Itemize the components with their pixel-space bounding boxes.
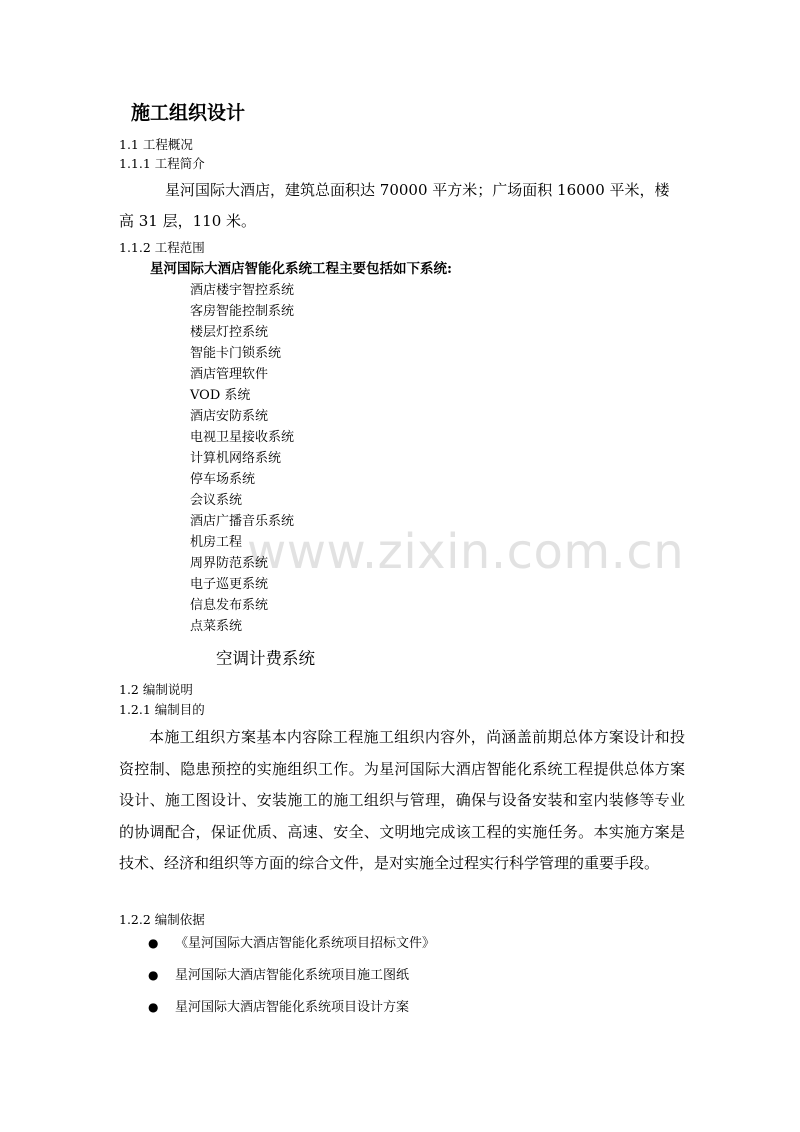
watermark: www.zixin.com.cn — [247, 524, 685, 580]
document-title: 施工组织设计 — [131, 102, 246, 124]
system-item: VOD 系统 — [190, 388, 251, 403]
bullet-icon: ● — [148, 968, 159, 982]
system-item: 机房工程 — [190, 535, 243, 550]
system-item: 会议系统 — [190, 493, 243, 508]
section-1-2-heading: 1.2 编制说明 — [119, 682, 193, 697]
system-item: 停车场系统 — [190, 472, 256, 487]
system-item: 电子巡更系统 — [190, 577, 269, 592]
system-item: 周界防范系统 — [190, 556, 269, 571]
intro-line-1: 星河国际大酒店，建筑总面积达 70000 平方米；广场面积 16000 平米，楼 — [165, 181, 670, 199]
system-item: 电视卫星接收系统 — [190, 430, 295, 445]
system-item: 酒店广播音乐系统 — [190, 514, 295, 529]
intro-line-2: 高 31 层，110 米。 — [119, 212, 257, 230]
bullet-icon: ● — [148, 1000, 159, 1014]
section-1-1-heading: 1.1 工程概况 — [119, 137, 193, 152]
system-item: 酒店楼宇智控系统 — [190, 283, 295, 298]
basis-item: 《星河国际大酒店智能化系统项目招标文件》 — [175, 936, 436, 951]
system-item: 酒店安防系统 — [190, 409, 269, 424]
basis-item: 星河国际大酒店智能化系统项目设计方案 — [175, 1000, 410, 1015]
system-item: 客房智能控制系统 — [190, 304, 295, 319]
bullet-icon: ● — [148, 936, 159, 950]
section-1-2-1-heading: 1.2.1 编制目的 — [119, 702, 205, 717]
system-item: 智能卡门锁系统 — [190, 346, 282, 361]
section-1-1-2-heading: 1.1.2 工程范围 — [119, 240, 205, 255]
basis-item: 星河国际大酒店智能化系统项目施工图纸 — [175, 968, 410, 983]
system-item: 信息发布系统 — [190, 598, 269, 613]
system-item: 计算机网络系统 — [190, 451, 282, 466]
system-item-last: 空调计费系统 — [216, 649, 315, 668]
scope-lead: 星河国际大酒店智能化系统工程主要包括如下系统: — [150, 261, 452, 277]
system-item: 楼层灯控系统 — [190, 325, 269, 340]
section-1-1-1-heading: 1.1.1 工程简介 — [119, 156, 205, 171]
system-item: 点菜系统 — [190, 619, 243, 634]
system-item: 酒店管理软件 — [190, 367, 269, 382]
section-1-2-2-heading: 1.2.2 编制依据 — [119, 912, 205, 927]
purpose-paragraph: 本施工组织方案基本内容除工程施工组织内容外，尚涵盖前期总体方案设计和投资控制、隐患预控的实施组织工作。为星河国际大酒店智能化系统工程提供总体方案设计、施工图设计、安装施工的施工组织与管理，确保与设备安装和室内装修等专业的协调配合，保证优质、高速、安全、文明地完成该工程的实施任务。本实施方案是技术、经济和组织等方面的综合文件，是对实施全过程实行科学管理的重要手段。 — [119, 728, 685, 872]
